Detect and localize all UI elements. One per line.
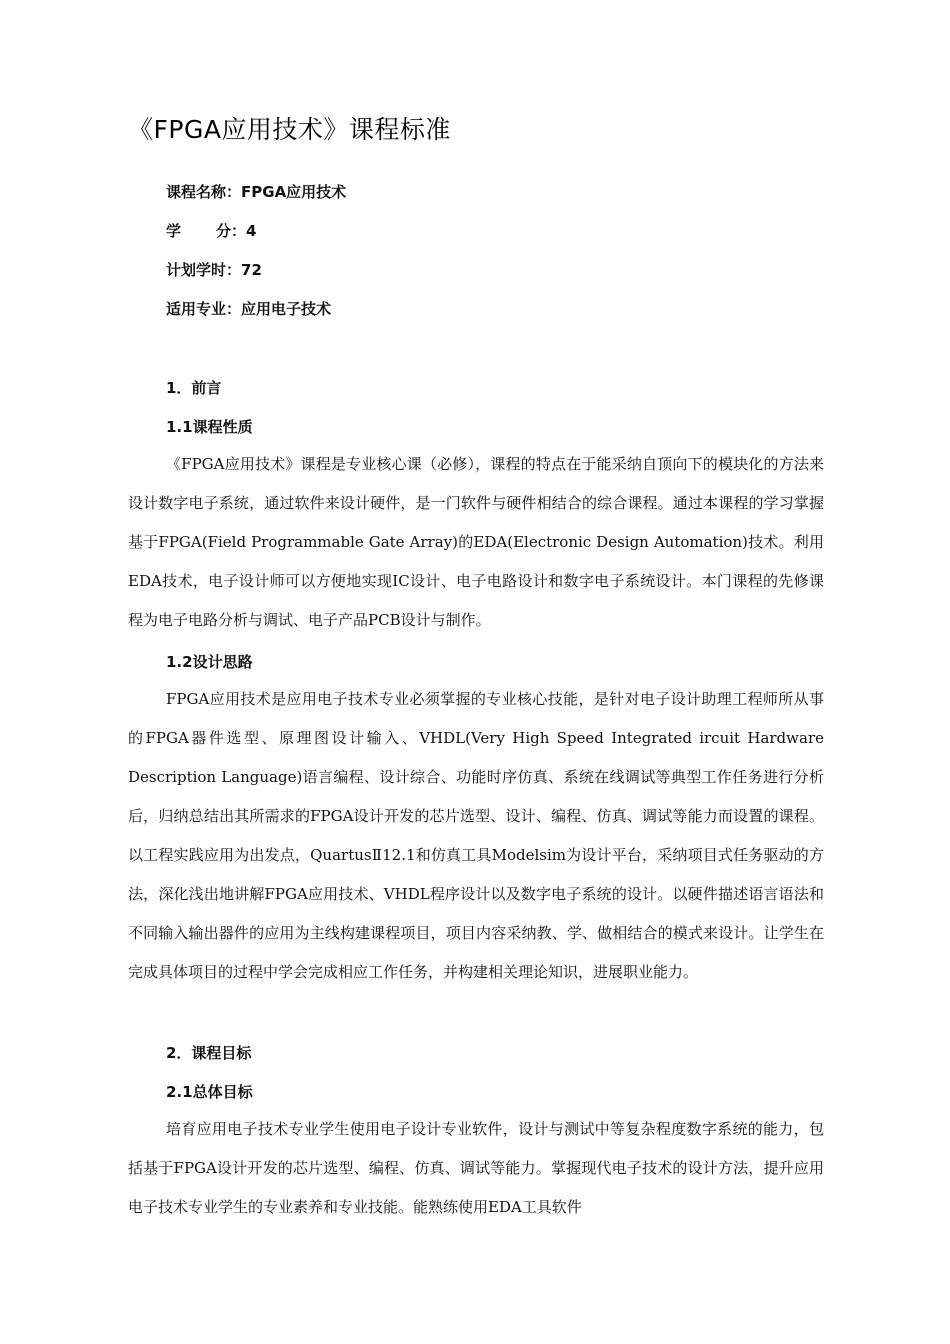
section-heading-2-1: 2.1总体目标 (166, 1083, 253, 1101)
course-name-label: 课程名称： (166, 183, 242, 201)
section-heading-1: 1．前言 (166, 379, 222, 397)
paragraph-design-idea: FPGA应用技术是应用电子技术专业必须掌握的专业核心技能，是针对电子设计助理工程师所从事的FPGA器件选型、原理图设计输入、VHDL(Very High Speed Integrated ircuit Hardware Description Language)语言编程、设计综合、功能时序仿真、系统在线调试等典型工作任务进行分析后，归纳总结出其所需求的FPGA设计开发的芯片选型、设计、编程、仿真、调试等能力而设置的课程。以工程实践应用为出发点，QuartusⅡ12.1和仿真工具Modelsim为设计平台，采纳项目式任务驱动的方法，深化浅出地讲解FPGA应用技术、VHDL程序设计以及数字电子系统的设计。以硬件描述语言语法和不同输入输出器件的应用为主线构建课程项目，项目内容采纳教、学、做相结合的模式来设计。让学生在完成具体项目的过程中学会完成相应工作任务，并构建相关理论知识，进展职业能力。 (128, 690, 824, 981)
paragraph-overall-goal: 培育应用电子技术专业学生使用电子设计专业软件，设计与测试中等复杂程度数字系统的能力，包括基于FPGA设计开发的芯片选型、编程、仿真、调试等能力。掌握现代电子技术的设计方法，提升应用电子技术专业学生的专业素养和专业技能。能熟练使用EDA工具软件 (128, 1120, 824, 1216)
paragraph-course-nature: 《FPGA应用技术》课程是专业核心课（必修），课程的特点在于能采纳自顶向下的模块化的方法来设计数字电子系统，通过软件来设计硬件，是一门软件与硬件相结合的综合课程。通过本课程的学习掌握基于FPGA(Field Programmable Gate Array)的EDA(Electronic Design Automation)技术。利用EDA技术，电子设计师可以方便地实现IC设计、电子电路设计和数字电子系统设计。本门课程的先修课程为电子电路分析与调试、电子产品PCB设计与制作。 (128, 455, 824, 629)
major-line (166, 298, 331, 319)
section-heading-2: 2．课程目标 (166, 1044, 252, 1062)
section-heading-1-1: 1.1课程性质 (166, 418, 253, 436)
hours-line (166, 259, 262, 280)
course-name-value: FPGA应用技术 (241, 183, 347, 201)
document-title: 《FPGA应用技术》课程标准 (128, 115, 451, 144)
hours-label: 计划学时： (166, 261, 242, 279)
major-value: 应用电子技术 (241, 300, 332, 318)
credit-line (166, 220, 256, 241)
hours-value: 72 (241, 261, 262, 279)
course-name-line (166, 181, 346, 202)
credit-value: 4 (246, 222, 257, 240)
major-label: 适用专业： (166, 300, 242, 318)
section-heading-1-2: 1.2设计思路 (166, 653, 253, 671)
credit-label-b: 分： (216, 222, 247, 240)
credit-label-a: 学 (166, 222, 182, 240)
